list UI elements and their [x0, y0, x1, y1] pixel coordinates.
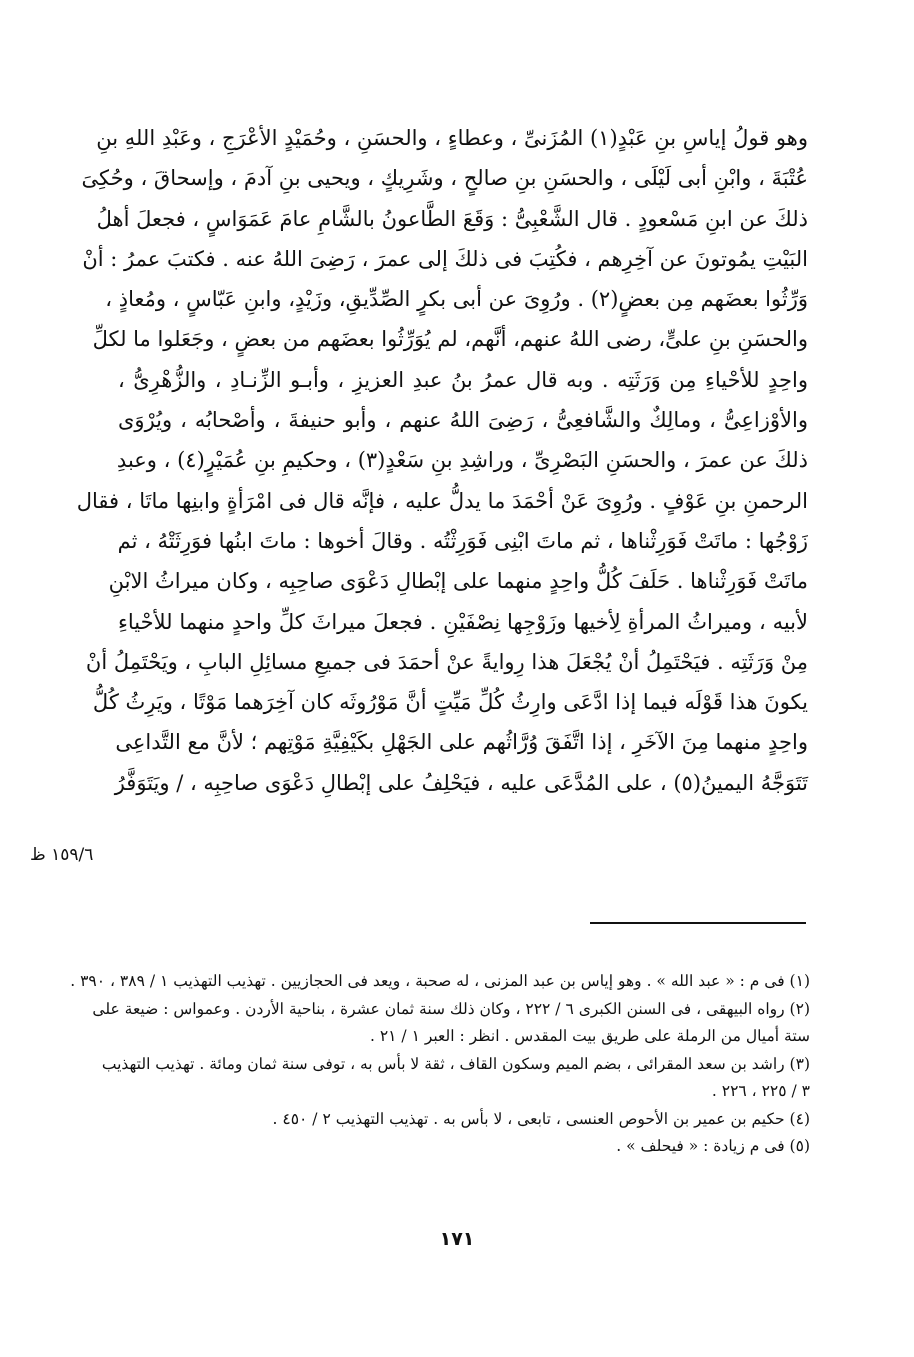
margin-folio-note: ١٥٩/٦ ظ [30, 845, 94, 865]
text-line: واحِدٍ للأحْياءِ مِن وَرَثَتِه . وبه قال عمرُ بنُ عبدِ العزيزِ ، وأبـو الزِّنـادِ ، والزُّهْرِىُّ ، [118, 367, 808, 392]
text-line: وَرِّثُوا بعضَهم مِن بعضٍ(٢) . ورُوِىَ عن أبى بكرٍ الصِّدِّيقِ، وزَيْدٍ، وابنِ عَبّاسٍ ، ومُعاذٍ ، [105, 287, 808, 312]
text-line: ذلكَ عن عمرَ ، والحسَنِ البَصْرِىِّ ، وراشِدِ بنِ سَعْدٍ(٣) ، وحكيمِ بنِ عُمَيْرٍ(٤) ، وعبدِ [116, 448, 808, 473]
footnote-line: (٢) رواه البيهقى ، فى السنن الكبرى ٦ / ٢٢٢ ، وكان ذلك سنة ثمان عشرة ، بناحية الأردن . وعمواس : ضيعة على [92, 999, 810, 1018]
text-line: واحِدٍ منهما مِنَ الآخَرِ ، إذا اتَّفَقَ وُرَّاثُهم على الجَهْلِ بكَيْفِيَّةِ مَوْتِهم ؛ لأنَّ مع التَّداعِى [115, 730, 808, 755]
text-line: لأبيه ، وميراثُ المرأةِ لِأخيها وزَوْجِها نِصْفَيْنِ . فجعلَ ميراثَ كلِّ واحدٍ منهما للأحْياءِ [118, 609, 808, 634]
text-line: تَتَوَجَّهُ اليمينُ(٥) ، على المُدَّعَى عليه ، فيَحْلِفُ على إبْطالِ دَعْوَى صاحِبِه ، / ويَتَوَفَّرُ [114, 770, 808, 795]
page-number: ١٧١ [439, 1228, 475, 1250]
footnote-line: (٣) راشد بن سعد المقرائى ، بضم الميم وسكون القاف ، ثقة لا بأس به ، توفى سنة ثمان ومائة . تهذيب التهذيب [101, 1054, 810, 1073]
footnote-line: (٥) فى م زيادة : « فيحلف » . [616, 1137, 810, 1155]
footnote-line: ٣ / ٢٢٥ ، ٢٢٦ . [711, 1082, 810, 1100]
text-line: والأوْزاعِىُّ ، ومالِكٌ والشَّافعِىُّ ، رَضِىَ اللهُ عنهم ، وأبو حنيفةَ ، وأصْحابُه ، ويُرْوَى [118, 408, 808, 433]
text-line: عُتْبَةَ ، وابْنِ أبى لَيْلَى ، والحسَنِ بنِ صالحٍ ، وشَرِيكٍ ، ويحيى بنِ آدمَ ، وإسحاقَ ، وحُكِىَ [81, 166, 808, 191]
text-line: البَيْتِ يمُوتونَ عن آخِرِهم ، فكُتِبَ فى ذلكَ إلى عمرَ ، رَضِىَ اللهُ عنه . فكتبَ عمرُ : أنْ [82, 246, 808, 271]
footnote-line: (٤) حكيم بن عمير بن الأحوص العنسى ، تابعى ، لا بأس به . تهذيب التهذيب ٢ / ٤٥٠ . [272, 1109, 810, 1128]
text-line: مِنْ وَرَثَتِه . فيَحْتَمِلُ أنْ يُجْعَلَ هذا رِوايةً عنْ أحمَدَ فى جميعِ مسائِلِ البابِ ، ويَحْتَمِلُ أنْ [85, 649, 808, 674]
text-line: ماتَتْ فَوَرِثْناها . حَلَفَ كُلُّ واحِدٍ منهما على إبْطالِ دَعْوَى صاحِبِه ، وكان ميراثُ الابْنِ [108, 569, 808, 594]
text-line: الرحمنِ بنِ عَوْفٍ . ورُوِىَ عَنْ أحْمَدَ ما يدلُّ عليه ، فإنَّه قال فى امْرَأةٍ وابنِها ماتَا ، فقال [76, 488, 808, 513]
main-text-block [76, 118, 808, 803]
text-line: يكونَ هذا قَوْلَه فيما إذا ادَّعَى وارِثُ كُلِّ مَيِّتٍ أنَّ مَوْرُوثَه كان آخِرَهما مَوْتًا ، ويَرِثُ كُلُّ [92, 690, 808, 715]
text-line: زَوْجُها : ماتَتْ فَوَرِثْناها ، ثم ماتَ ابْنِى فَوَرِثْتُه . وقالَ أخوها : ماتَ ابنُها فوَرِثَتْهُ ، ثم [117, 528, 808, 553]
text-line: وهو قولُ إياسِ بنِ عَبْدٍ(١) المُزَنىِّ ، وعطاءٍ ، والحسَنِ ، وحُمَيْدٍ الأعْرَجِ ، وعَبْدِ اللهِ بنِ [96, 126, 808, 150]
footnotes-block [70, 968, 810, 1161]
text-line: والحسَنِ بنِ علىٍّ، رضى اللهُ عنهم، أنَّهم، لم يُوَرِّثُوا بعضَهم من بعضٍ ، وجَعَلوا ما لكلِّ [92, 327, 808, 352]
text-line: ذلكَ عن ابنِ مَسْعودٍ . قال الشَّعْبِىُّ : وَقَعَ الطَّاعونُ بالشَّامِ عامَ عَمَوَاسٍ ، فجعلَ أهلُ [96, 206, 808, 231]
footnote-line: ستة أميال من الرملة على طريق بيت المقدس . انظر : العبر ١ / ٢١ . [369, 1027, 810, 1045]
footnote-line: (١) فى م : « عبد الله » . وهو إياس بن عبد المزنى ، له صحبة ، ويعد فى الحجازيين . تهذيب التهذيب ١ / ٣٨٩ ، ٣٩٠ . [70, 972, 810, 990]
footnote-separator [590, 922, 806, 924]
